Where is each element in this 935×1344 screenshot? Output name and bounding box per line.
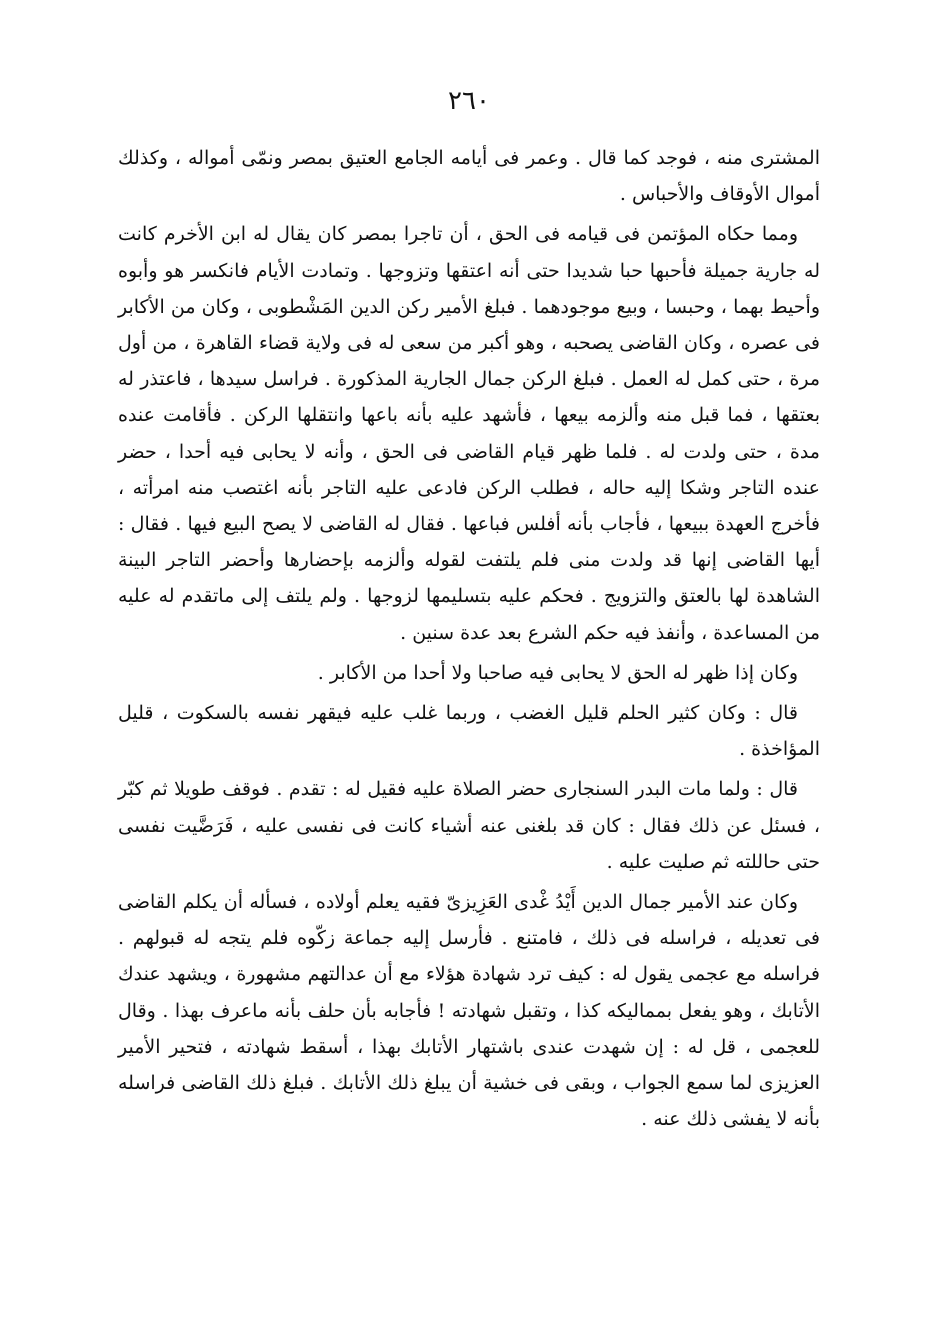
paragraph: المشترى منه ، فوجد كما قال . وعمر فى أيامه الجامع العتيق بمصر ونمّى أمواله ، وكذلك أموال الأوقاف والأحباس . [118, 147, 820, 206]
page-body [118, 140, 820, 1141]
page-number: ٢٦٠ [448, 86, 490, 116]
paragraph: وكان إذا ظهر له الحق لا يحابى فيه صاحبا ولا أحدا من الأكابر . [317, 661, 798, 684]
paragraph: قال : وكان كثير الحلم قليل الغضب ، وربما غلب عليه فيقهر نفسه بالسكوت ، قليل المؤاخذة . [118, 702, 820, 761]
book-page [118, 78, 820, 1278]
paragraph: قال : ولما مات البدر السنجارى حضر الصلاة عليه فقيل له : تقدم . فوقف طويلا ثم كبّر ، فسئل عن ذلك فقال : كان قد بلغنى عنه أشياء كانت فى نفسى عليه ، فَرَضَّيت نفسى حتى حاللته ثم صليت عليه . [118, 778, 820, 873]
paragraph: وكان عند الأمير جمال الدين أَيْدُ غْدى العَزِيزىّ فقيه يعلم أولاده ، فسأله أن يكلم القاضى فى تعديله ، فراسله فى ذلك ، فامتنع . فأرسل إليه جماعة زكّوه فلم يتجه له قبولهم . فراسله مع عجمى يقول له : كيف ترد شهادة هؤلاء مع أن عدالتهم مشهورة ، ويشهد عندك الأتابك ، وهو يفعل بمماليكه كذا ، وتقبل شهادته ! فأجابه بأن حلف بأنه ماعرف بهذا . وقال للعجمى ، قل له : إن شهدت عندى باشتهار الأتابك بهذا ، أسقط شهادته ، فتحير الأمير العزيزى لما سمع الجواب ، وبقى فى خشية أن يبلغ ذلك الأتابك . فبلغ ذلك القاضى فراسله بأنه لا يفشى ذلك عنه . [118, 891, 820, 1131]
paragraph: ومما حكاه المؤتمن فى قيامه فى الحق ، أن تاجرا بمصر كان يقال له ابن الأخرم كانت له جارية جميلة فأحبها حبا شديدا حتى أنه اعتقها وتزوجها . وتمادت الأيام فانكسر هو وأبوه وأحيط بهما ، وحبسا ، وبيع موجودهما . فبلغ الأمير ركن الدين المَشْطوبى ، وكان من الأكابر فى عصره ، وكان القاضى يصحبه ، وهو أكبر من سعى له فى ولاية قضاء القاهرة ، من أول مرة ، حتى كمل له العمل . فبلغ الركن جمال الجارية المذكورة . فراسل سيدها ، فاعتذر له بعتقها ، فما قبل منه وألزمه بيعها ، فأشهد عليه بأنه باعها وانتقلها الركن . فأقامت عنده مدة ، حتى ولدت له . فلما ظهر قيام القاضى فى الحق ، وأنه لا يحابى فيه أحدا ، حضر عنده التاجر وشكا إليه حاله ، فطلب الركن فادعى عليه التاجر بأنه اغتصب منه امرأته ، فأخرج العهدة ببيعها ، فأجاب بأنه أفلس فباعها . فقال له القاضى لا يصح البيع فيها . فقال : أيها القاضى إنها قد ولدت منى فلم يلتفت لقوله وألزمه بإحضارها وأحضر التاجر البينة الشاهدة لها بالعتق والتزويج . فحكم عليه بتسليمها لزوجها . ولم يلتف إلى ماتقدم له عليه من المساعدة ، وأنفذ فيه حكم الشرع بعد عدة سنين . [118, 223, 820, 644]
